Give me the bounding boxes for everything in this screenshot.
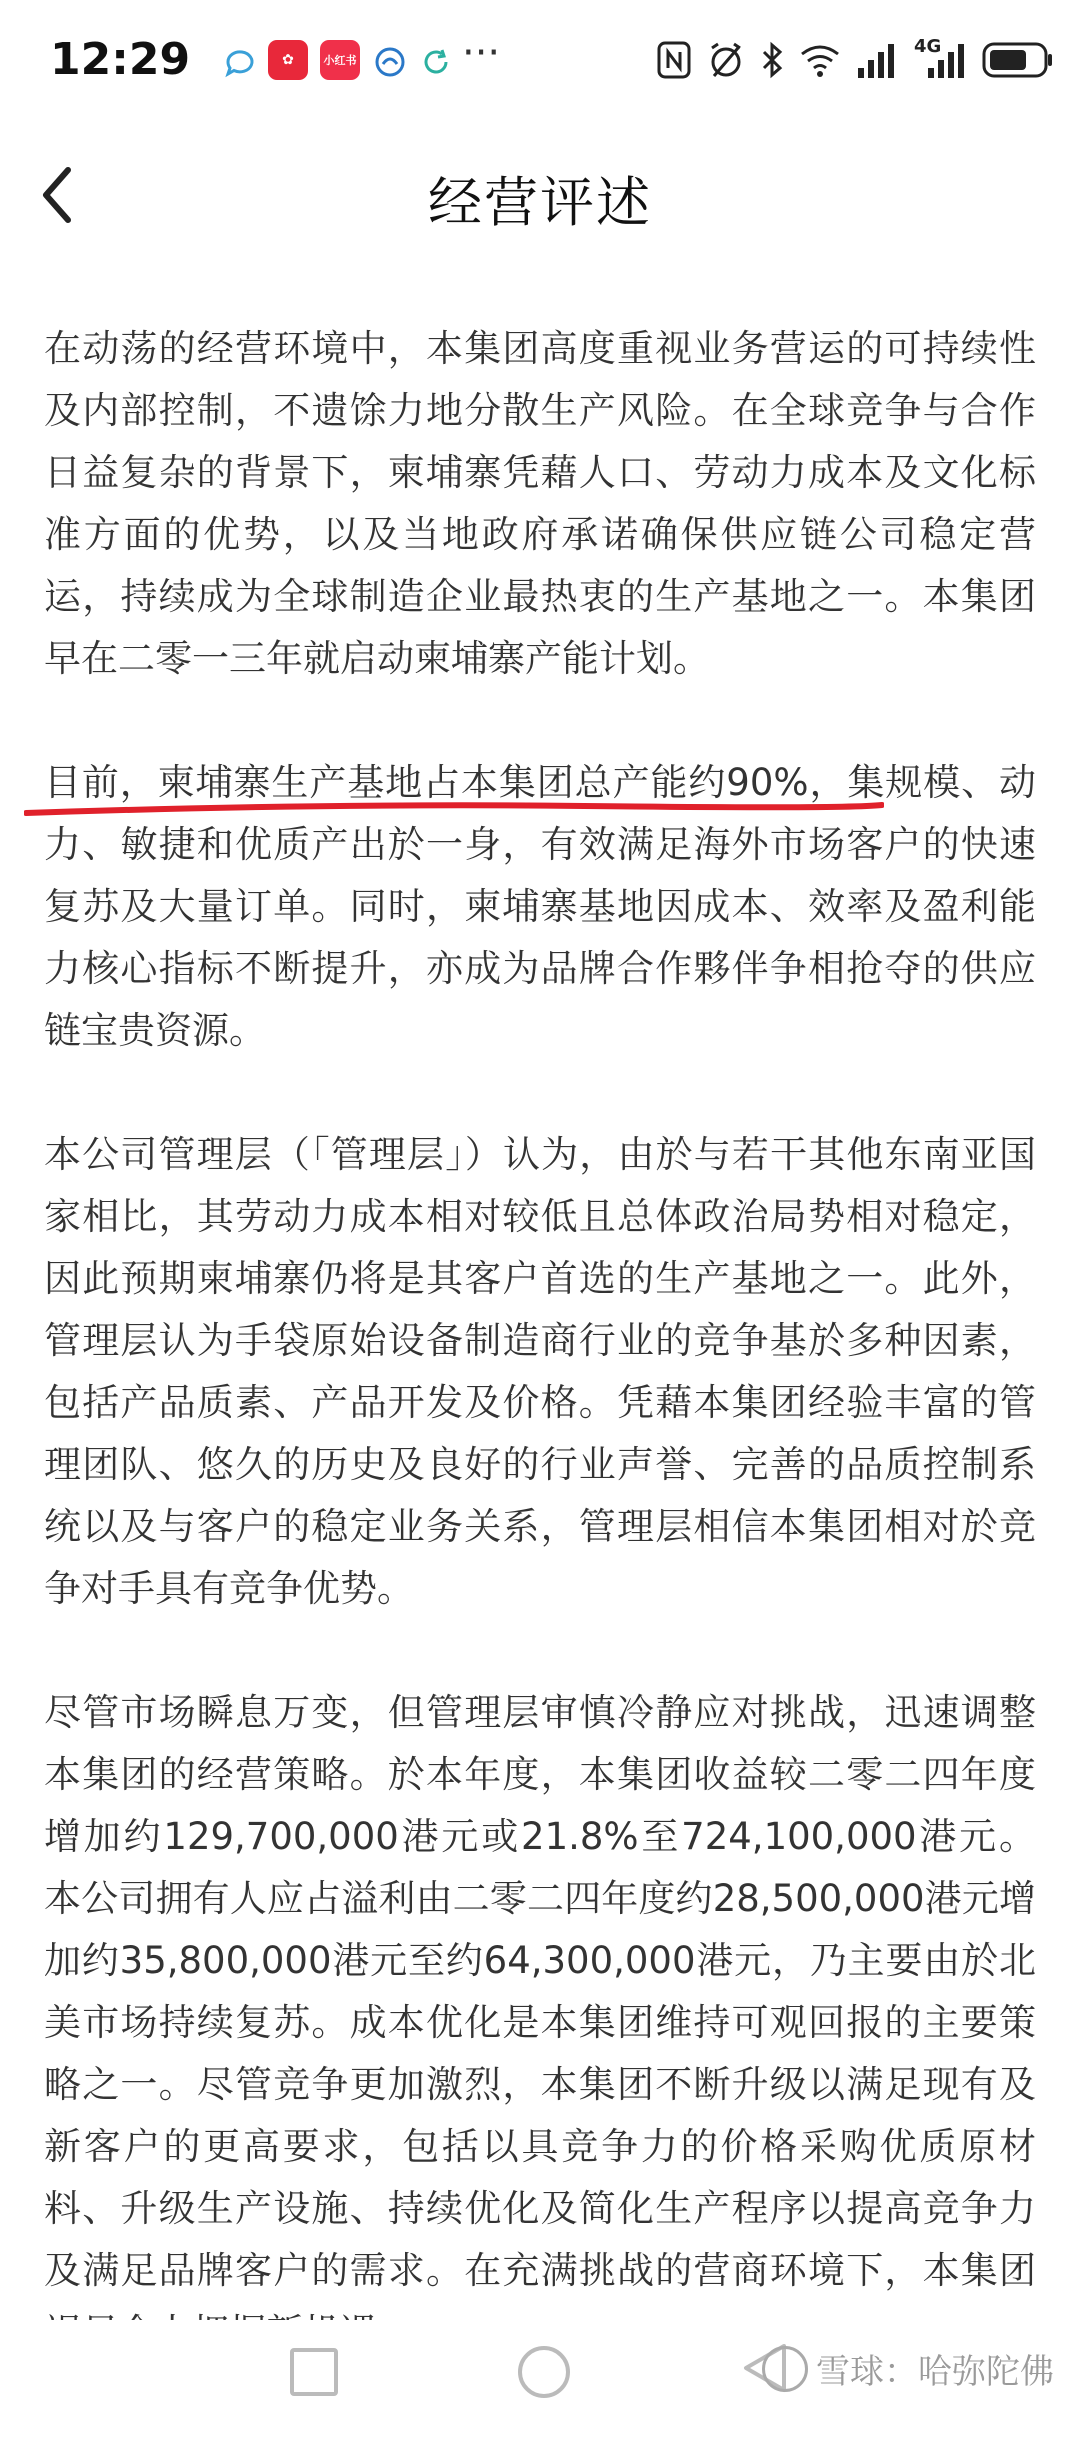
- snowball-logo-icon: [762, 2346, 808, 2392]
- red-underline-annotation: [24, 797, 884, 819]
- xiaohongshu-icon: 小红书: [320, 40, 360, 80]
- article-body: [44, 318, 1036, 2426]
- flower-app-icon: ✿: [268, 40, 308, 80]
- network-label: 4G: [914, 36, 942, 57]
- article-paragraph-2: 目前，柬埔寨生产基地占本集团总产能约90%，集规模、动力、敏捷和优质产出於一身，有效满足海外市场客户的快速复苏及大量订单。同时，柬埔寨基地因成本、效率及盈利能力核心指标不断提升，亦成为品牌合作夥伴争相抢夺的供应链宝贵资源。: [44, 761, 1036, 1052]
- recent-apps-button[interactable]: [290, 2348, 338, 2396]
- link-app-icon: [372, 44, 408, 80]
- article-paragraph-4: 尽管市场瞬息万变，但管理层审慎冷静应对挑战，迅速调整本集团的经营策略。於本年度，本集团收益较二零二四年度增加约129,700,000港元或21.8%至724,100,000港元。本公司拥有人应占溢利由二零二四年度约28,500,000港元增加约35,800,000港元至约64,300,000港元，乃主要由於北美市场持续复苏。成本优化是本集团维持可观回报的主要策略之一。尽管竞争更加激烈，本集团不断升级以满足现有及新客户的更高要求，包括以具竞争力的价格采购优质原材料、升级生产设施、持续优化及简化生产程序以提高竞争力及满足品牌客户的需求。在充满挑战的营商环境下，本集团: [44, 1691, 1036, 2292]
- article-paragraph-1: 在动荡的经营环境中，本集团高度重视业务营运的可持续性及内部控制，不遗馀力地分散生产风险。在全球竞争与合作日益复杂的背景下，柬埔寨凭藉人口、劳动力成本及文化标准方面的优势，以及当地政府承诺确保供应链公司稳定营运，持续成为全球制造企业最热衷的生产基地之一。本集团早在二零一三年就启动柬埔寨产能计划。: [44, 327, 1036, 680]
- signal-icon: [856, 40, 900, 80]
- watermark-text: 雪球：哈弥陀佛: [816, 2352, 1054, 2392]
- page-title: 经营评述: [428, 171, 652, 234]
- wifi-icon: [798, 40, 842, 80]
- system-icons: [656, 36, 1054, 84]
- bluetooth-icon: [760, 40, 784, 80]
- home-button[interactable]: [518, 2346, 570, 2398]
- watermark: [762, 2344, 1054, 2393]
- status-time: 12:29: [50, 34, 191, 85]
- chat-bubble-icon: [222, 44, 258, 80]
- page-header: [0, 130, 1080, 260]
- signal-4g-icon: [914, 36, 968, 80]
- nfc-icon: [656, 40, 692, 80]
- more-notifications-icon: ···: [462, 30, 501, 76]
- system-nav-bar: [0, 2320, 1080, 2440]
- battery-icon: [982, 40, 1054, 80]
- status-bar: [0, 0, 1080, 120]
- article-paragraph-3: 本公司管理层（「管理层」）认为，由於与若干其他东南亚国家相比，其劳动力成本相对较低且总体政治局势相对稳定，因此预期柬埔寨仍将是其客户首选的生产基地之一。此外，管理层认为手袋原始设备制造商行业的竞争基於多种因素，包括产品质素、产品开发及价格。凭藉本集团经验丰富的管理团队、悠久的历史及良好的行业声誉、完善的品质控制系统以及与客户的稳定业务关系，管理层相信本集团相对於竞争对手具有竞争优势。: [44, 1133, 1036, 1610]
- alarm-off-icon: [706, 40, 746, 80]
- refresh-app-icon: [418, 44, 454, 80]
